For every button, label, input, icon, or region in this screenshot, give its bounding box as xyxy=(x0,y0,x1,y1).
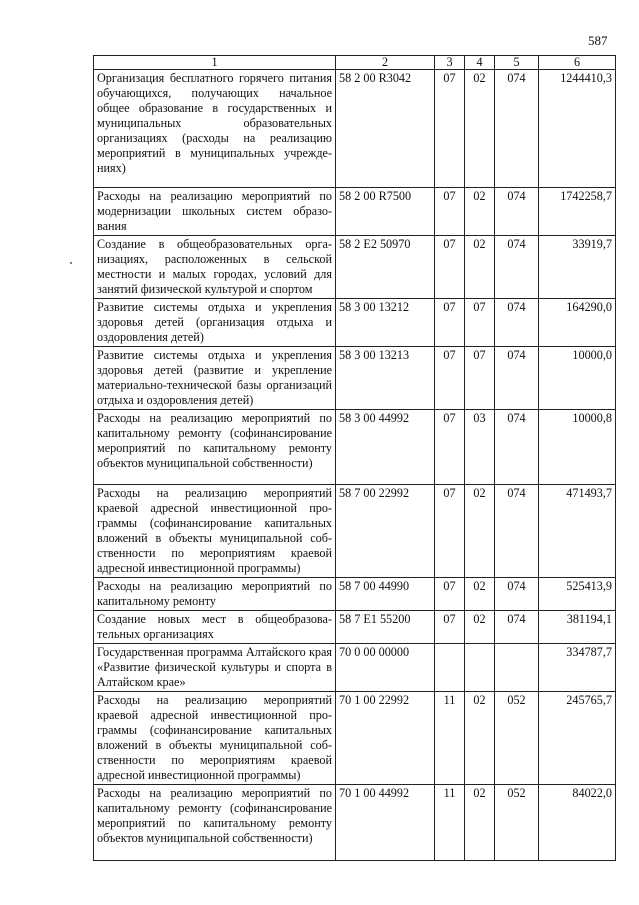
row-expense-type: 052 xyxy=(495,785,539,861)
table-row xyxy=(94,611,616,644)
table-row xyxy=(94,236,616,299)
row-description: Создание в общеобразовательных организациях, расположенных в сельской местности и малых городах, условий для занятий физической культурой и спортом xyxy=(94,236,336,299)
row-description: Расходы на реализацию мероприятий по капитальному ремонту (софинансирование мероприятий по капитальному ремонту объектов муниципальной собственности) xyxy=(94,410,336,485)
row-subsection: 02 xyxy=(465,236,495,299)
row-expense-type: 074 xyxy=(495,578,539,611)
header-cell: 4 xyxy=(465,56,495,70)
row-subsection: 02 xyxy=(465,611,495,644)
row-code: 58 3 00 13213 xyxy=(336,347,435,410)
table-row xyxy=(94,70,616,188)
row-expense-type: 074 xyxy=(495,70,539,188)
row-amount: 10000,8 xyxy=(539,410,616,485)
table-row xyxy=(94,785,616,861)
row-expense-type: 074 xyxy=(495,485,539,578)
row-subsection: 02 xyxy=(465,70,495,188)
row-subsection: 02 xyxy=(465,692,495,785)
table-row xyxy=(94,410,616,485)
row-amount: 381194,1 xyxy=(539,611,616,644)
row-description: Расходы на реализацию мероприятий по капитальному ремонту xyxy=(94,578,336,611)
table-row xyxy=(94,644,616,692)
table-row xyxy=(94,347,616,410)
row-expense-type xyxy=(495,644,539,692)
row-expense-type: 052 xyxy=(495,692,539,785)
row-section: 07 xyxy=(435,70,465,188)
row-subsection: 07 xyxy=(465,347,495,410)
row-section: 07 xyxy=(435,485,465,578)
row-expense-type: 074 xyxy=(495,347,539,410)
row-subsection: 03 xyxy=(465,410,495,485)
row-section xyxy=(435,644,465,692)
row-description: Организация бесплатного горячего питания обучающихся, получающих начальное общее образование в государственных и муниципальных образовательных организациях (расходы на реализацию мероприятий в муниципальных учреждениях) xyxy=(94,70,336,188)
row-section: 07 xyxy=(435,188,465,236)
table-row xyxy=(94,485,616,578)
header-cell: 3 xyxy=(435,56,465,70)
row-code: 58 7 00 22992 xyxy=(336,485,435,578)
row-section: 07 xyxy=(435,410,465,485)
row-section: 07 xyxy=(435,299,465,347)
table-row xyxy=(94,299,616,347)
row-expense-type: 074 xyxy=(495,236,539,299)
row-section: 11 xyxy=(435,692,465,785)
row-section: 11 xyxy=(435,785,465,861)
row-expense-type: 074 xyxy=(495,410,539,485)
header-cell: 6 xyxy=(539,56,616,70)
table-row xyxy=(94,188,616,236)
row-amount: 471493,7 xyxy=(539,485,616,578)
table-row xyxy=(94,578,616,611)
scan-speck xyxy=(70,262,72,264)
row-code: 70 1 00 22992 xyxy=(336,692,435,785)
row-description: Расходы на реализацию мероприятий краевой адресной инвестиционной программы (софинансирование капитальных вложений в объекты муниципальной собственности по мероприятиям краевой адресной инвестиционной программы) xyxy=(94,692,336,785)
row-description: Развитие системы отдыха и укрепления здоровья детей (развитие и укрепление материально-технической базы организаций отдыха и оздоровления детей) xyxy=(94,347,336,410)
row-amount: 1244410,3 xyxy=(539,70,616,188)
row-subsection: 02 xyxy=(465,785,495,861)
row-amount: 525413,9 xyxy=(539,578,616,611)
table-row xyxy=(94,692,616,785)
header-row xyxy=(94,56,616,70)
row-amount: 1742258,7 xyxy=(539,188,616,236)
row-code: 58 2 00 R3042 xyxy=(336,70,435,188)
row-code: 58 7 00 44990 xyxy=(336,578,435,611)
row-section: 07 xyxy=(435,578,465,611)
row-section: 07 xyxy=(435,236,465,299)
row-description: Развитие системы отдыха и укрепления здоровья детей (организация отдыха и оздоровления детей) xyxy=(94,299,336,347)
row-code: 58 3 00 44992 xyxy=(336,410,435,485)
row-code: 58 2 E2 50970 xyxy=(336,236,435,299)
row-expense-type: 074 xyxy=(495,188,539,236)
row-amount: 84022,0 xyxy=(539,785,616,861)
row-code: 58 3 00 13212 xyxy=(336,299,435,347)
row-code: 58 2 00 R7500 xyxy=(336,188,435,236)
row-amount: 33919,7 xyxy=(539,236,616,299)
row-subsection: 02 xyxy=(465,578,495,611)
row-code: 58 7 E1 55200 xyxy=(336,611,435,644)
row-section: 07 xyxy=(435,611,465,644)
row-subsection: 02 xyxy=(465,188,495,236)
page-number: 587 xyxy=(588,33,608,48)
budget-table xyxy=(93,55,616,861)
row-subsection xyxy=(465,644,495,692)
header-cell: 1 xyxy=(94,56,336,70)
header-cell: 5 xyxy=(495,56,539,70)
row-description: Расходы на реализацию мероприятий по модернизации школьных систем образования xyxy=(94,188,336,236)
row-description: Расходы на реализацию мероприятий краевой адресной инвестиционной программы (софинансирование капитальных вложений в объекты муниципальной собственности по мероприятиям краевой адресной инвестиционной программы) xyxy=(94,485,336,578)
row-code: 70 0 00 00000 xyxy=(336,644,435,692)
row-description: Создание новых мест в общеобразовательных организациях xyxy=(94,611,336,644)
row-subsection: 02 xyxy=(465,485,495,578)
row-amount: 10000,0 xyxy=(539,347,616,410)
row-expense-type: 074 xyxy=(495,299,539,347)
row-amount: 334787,7 xyxy=(539,644,616,692)
header-cell: 2 xyxy=(336,56,435,70)
row-description: Расходы на реализацию мероприятий по капитальному ремонту (софинансирование мероприятий по капитальному ремонту объектов муниципальной собственности) xyxy=(94,785,336,861)
row-section: 07 xyxy=(435,347,465,410)
row-code: 70 1 00 44992 xyxy=(336,785,435,861)
row-expense-type: 074 xyxy=(495,611,539,644)
row-amount: 164290,0 xyxy=(539,299,616,347)
row-description: Государственная программа Алтайского края «Развитие физической культуры и спорта в Алтайском крае» xyxy=(94,644,336,692)
row-subsection: 07 xyxy=(465,299,495,347)
row-amount: 245765,7 xyxy=(539,692,616,785)
